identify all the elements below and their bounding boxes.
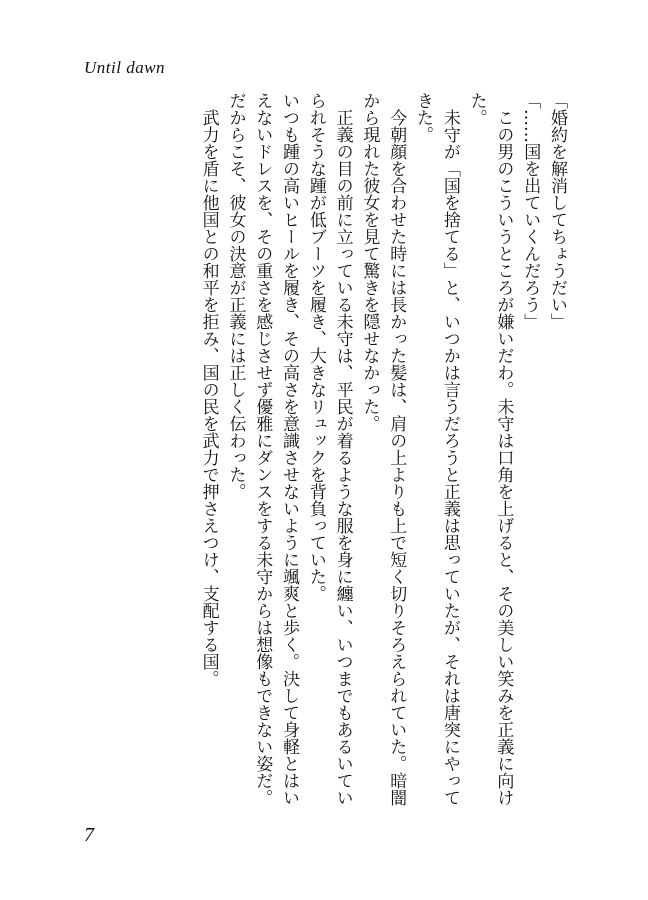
body-paragraph: 未守が「国を捨てる」と、いつかは言うだろうと正義は思っていたが、それは唐突にやってきた。: [413, 92, 460, 806]
body-paragraph: この男のこういうところが嫌いだわ。未守は口角を上げると、その美しい笑みを正義に向けた。: [466, 92, 514, 806]
dialogue-line: 「……国を出ていくんだろう」: [520, 92, 541, 330]
body-paragraph: 武力を盾に他国との和平を拒み、国の民を武力で押さえつけ、支配する国。: [198, 109, 219, 687]
vertical-text-body: [86, 92, 570, 820]
page-number: 7: [84, 824, 94, 846]
running-header: Until dawn: [84, 58, 166, 77]
dialogue-line: 「婚約を解消してちょうだい」: [547, 92, 567, 330]
body-paragraph: いつも踵の高いヒールを履き、その高さを意識させないように颯爽と歩く。決して身軽とはいえないドレスを、その重さを感じさせず優雅にダンスをする未守からは想像もできない姿だ。だからこそ、彼女の決意が正義には正しく伝わった。: [225, 92, 300, 806]
body-paragraph: 今朝顔を合わせた時には長かった髪は、肩の上よりも上で短く切りそろえられていた。暗闇から現れた彼女を見て驚きを隠せなかった。: [359, 92, 407, 806]
body-paragraph: 正義の目の前に立っている未守は、平民が着るような服を身に纏い、いつまでもあるいていられそうな踵が低ブーツを履き、大きなリュックを背負っていた。: [305, 92, 353, 806]
